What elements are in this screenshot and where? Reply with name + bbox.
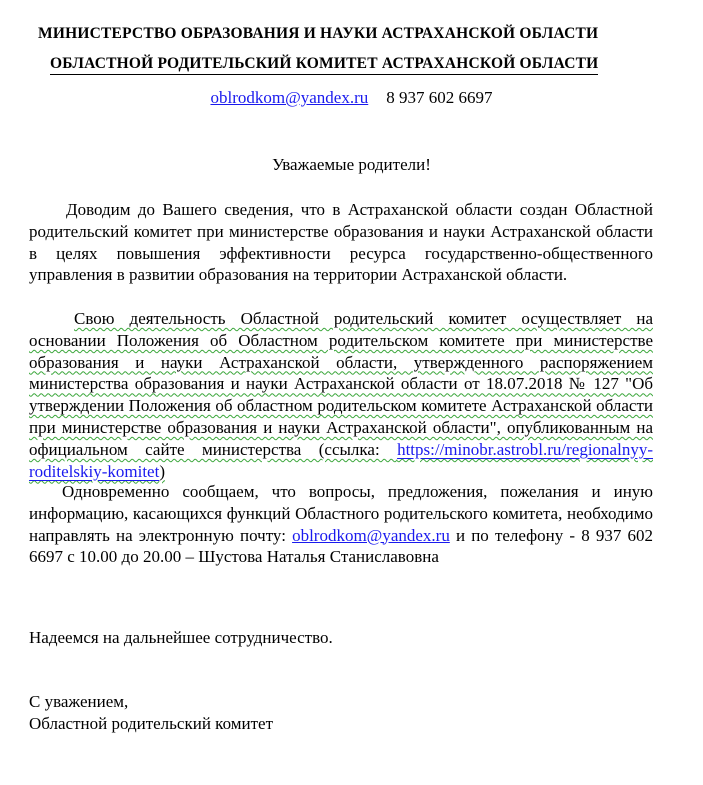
paragraph-basis (29, 308, 653, 482)
contact-email-link[interactable]: oblrodkom@yandex.ru (210, 88, 369, 107)
committee-heading (0, 55, 703, 73)
paragraph-basis-end: ) (159, 461, 165, 481)
contact-phone: 8 937 602 6697 (386, 88, 493, 107)
paragraph-contact-tail: и по телефону - 8 937 602 6697 с 10.00 до 20.00 – Шустова Наталья Станиславовна (29, 525, 653, 567)
signature-name: Областной родительский комитет (29, 714, 274, 733)
committee-heading-text: ОБЛАСТНОЙ РОДИТЕЛЬСКИЙ КОМИТЕТ АСТРАХАНСКОЙ ОБЛАСТИ (50, 55, 598, 75)
paragraph-contact-text: Одновременно сообщаем, что вопросы, предложения, пожелания и иную информацию, касающихся функций Областного родительского комитета, необходимо направлять на электронную почту: (29, 482, 653, 545)
ministry-heading: МИНИСТЕРСТВО ОБРАЗОВАНИЯ И НАУКИ АСТРАХАНСКОЙ ОБЛАСТИ (38, 25, 599, 42)
closing-line: Надеемся на дальнейшее сотрудничество. (29, 628, 333, 647)
signature-greeting: С уважением, (29, 692, 129, 711)
paragraph-contact (29, 481, 653, 568)
paragraph-basis-text: Свою деятельность Областной родительский комитет осуществляет на основании Положения об Областном родительском комитете при министерстве образования и науки Астраханской области, утвержденного распоряжением министерства образования и науки Астраханской области от 18.07.2018 № 127 "Об утверждении Положения об областном родительском комитете Астраханской области при министерстве образования и науки Астраханской области", опубликованным на официальном сайте министерства (ссылка: (29, 309, 653, 459)
contact-line (0, 88, 703, 108)
paragraph-email-link[interactable]: oblrodkom@yandex.ru (292, 525, 450, 545)
greeting: Уважаемые родители! (272, 155, 431, 174)
ministry-site-link[interactable]: https://minobr.astrobl.ru/regionalnyy-roditelskiy-komitet (29, 439, 653, 481)
paragraph-intro: Доводим до Вашего сведения, что в Астраханской области создан Областной родительский комитет при министерстве образования и науки Астраханской области в целях повышения эффективности ресурса государственно-общественного управления в развитии образования на территории Астраханской области. (29, 200, 653, 285)
